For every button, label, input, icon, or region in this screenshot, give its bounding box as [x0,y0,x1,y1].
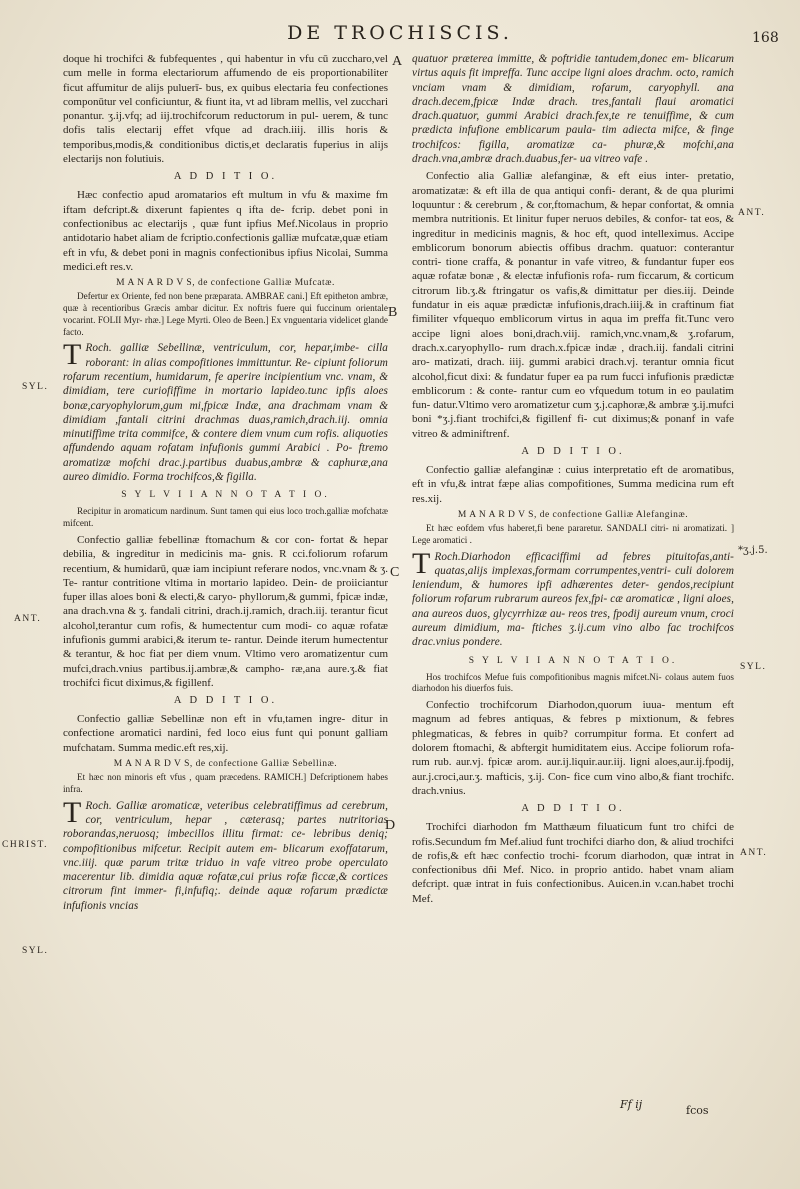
margin-label-syl-right: SYL. [740,662,767,672]
right-subheading-manardus: M A N A R D V S, de confectione Galliæ Alefanginæ. [457,509,689,520]
margin-label-syl: SYL. [22,382,49,392]
left-note-manardus-2: Et hæc non minoris eft vfus , quam præcedens. RAMICH.] Defcriptionem habes infra. [63,772,388,794]
left-heading-additio: A D D I T I O. [173,171,278,183]
right-note-manardus: Et hæc eofdem vfus haberet,fi bene pararetur. SANDALI citri- ni aromatizati. ] Lege aromatici . [412,522,734,545]
right-paragraph-1: quatuor præterea immitte, & poftridie tantudem,donec em- blicarum virtus aquis fit impreffa. Tunc accipe ligni aloes drachm. octo, ramich vnciam vnam & dimidiam, rofarum, caryophyll. ana drach.decem,fpicæ Indæ drach. tres,fantali flaui aromatici drach.quatuor, gummi Arabici drach.fex,te re tenuiffime, & cum prædicta infufione emblicarum paula- tim adiecta mifce, & finge trochifcos: figilla, aromatizæ ca- phuræ,& mofchi,ana drach.vna,ambræ drach.duabus,fer- ua vitreo vafe . [412,53,734,166]
left-note-manardus: Defertur ex Oriente, fed non bene præparata. AMBRAE cani.] Eft epitheton ambræ, quæ à recentioribus Græcis ambar dicitur. Ex noftris fuere qui fuccinum orientale vocarint. FOLII Myr- rhæ.] Lege Myrti. Oleo de Been.] Ex vnguentaria videlicet glande facto. [63,291,388,337]
left-heading-additio-2: A D D I T I O. [173,695,278,707]
page-number: 168 [752,30,779,46]
right-column [412,52,734,1097]
left-paragraph-troch-sebellinae-text: Roch. galliæ Sebellinæ, ventriculum, cor, hepar,imbe- cilla roborant: in alias compofitiones immittuntur. Re- cipiunt foliorum rofarum recentium, humidarum, fe aperire incipientium vnc. vnam, & dimidiam, tere curiofiffime in mortario lapideo.tunc ipfis aloes bonæ,caryophylorum,gum mi,fpicæ Indæ, ana drachmam vnam & dimidiam ,fantali citrini drachmas duas,ramich,drach.iij. omnia minutiffime trita commifce, & contere diem vnum cum rofis. aliquoties affundendo aquam rofatam infufionis gummi Arabici . Po- ftremo aromatizæ mofchi drac.j.partibus duabus,ambræ & caphuræ,ana aureo dimidio. Forma trochifcos,& figilla. [63,342,388,484]
margin-label-christ: CHRIST. [2,840,48,850]
left-paragraph-troch-aromaticae-text: Roch. Galliæ aromaticæ, veteribus celebratiffimus ad cerebrum, cor, ventriculum, hepar , cæterasq; partes nutritorias roborandas,neruosq; imbecillos illitu firmat: ce- lebribus deniq; compofitionibus mifcetur. Recipit autem em- blicarum exoffatarum, vnc.iiij. quæ parum tritæ triduo in vafe vitreo probe operculato macerentur lib. dimidia aquæ rofatæ,cui prius rofæ ficcæ,& cortices citrorum fint immer- fi,infufiq;. deinde aquæ rofarum prædictæ infufionis vncias [63,799,388,912]
left-paragraph-confectio-sebellinae: Confectio galliæ febellinæ ftomachum & cor con- fortat & hepar debilia, & ingreditur in medicinis ma- gnis. R cci.foliorum rofarum recentium, & humidarū, quæ iam incipiunt referare nodos, vnc.vnam & ʒ. Te- rantur contritione vltima in mortario lapideo. Dein- de proiiciantur fuper illas aloes boni & electi,& caryo- phyllorum,& gummi, fpicæ indæ, ana drach.vna & ʒ. fandali citrini, drach.ij.ramich, drach.iij. terantur ficut alcohol,terantur cum rofis, & humectentur cum modi- co aquæ rofatæ infufionis gummi arabici,& iterum te- rantur. Deinde iterum humectentur & terantur, & hoc fiat per diem vnum. Vltimo vero aromatizentur cum mufci,drach.vnius partibus.ij.ambræ,& campho- ræ,ana aure.ʒ.& fiat trochifci ficut diximus,& figillenf. [63,533,388,689]
left-note-sylvii: Recipitur in aromaticum nardinum. Sunt tamen qui eius loco troch.galliæ mofchatæ mifcent. [63,506,388,529]
margin-label-syl-2: SYL. [22,946,49,956]
section-letter-b: B [388,305,398,320]
drop-cap-t: T [63,338,82,372]
right-paragraph-additio-2: Trochifci diarhodon fm Matthæum filuaticum funt tro chifci de rofis.Secundum fm Mef.aliud funt trochifci diarho don, & aliud trochifci de rofis,& eft hæc confectio trochi- fcorum diarhodon, quæ intrat in confectionibus dñi Mef. Nico. in proprio antido. habet vnam aliam defcript. quæ intrat in fuis confectionibus. Auicen.in v.can.habet trochi Mef. [412,821,734,905]
margin-label-ant-right-2: ANT. [740,848,768,858]
left-subheading-manardus: M A N A R D V S, de confectione Galliæ Mufcatæ. [116,278,335,289]
section-letter-a: A [392,54,403,69]
right-paragraph-additio: Confectio galliæ alefanginæ : cuius interpretatio eft de aromatibus, eft in vfu,& intrat fæpe alias compofitiones, Summa medicina rum eft res.xij. [412,464,734,505]
left-paragraph-1: doque hi trochifci & fubfequentes , qui habentur in vfu cū zuccharo,vel cum melle in forma electariorum affumendo de eis proportionabiliter ficut affumitur de alijs puluerī- bus, ex quibus electaria feu confectiones componūtur vel conficiuntur, & fiunt ita, vt ad libram mellis, vel zucchari ponantur. ʒ.ij.vfq; ad iij.trochifcorum reductorum in pul- uerem, & tunc dofis talis electarij effet vfque ad drach.iiij. illis horis & temporibus,modis,& conditionibus dictis,et declaratis fuperius in alijs electarijs non folutiuis. [63,53,388,166]
right-paragraph-diarhodon [412,546,734,650]
right-paragraph-alefanginae: Confectio alia Galliæ alefanginæ, & eft eius inter- pretatio, aromatizatæ: & eft illa de qua antiqui confi- derant, & de qua plurimi loquuntur : & cerebrum , & cor,ftomachum, & hepar confortat, & omnia membra nutritionis. Et linitur fuper neruos debiles, & confor- tat eos, & ingreditur in medicinis magnis, & hoc eft, quod intelleximus. Accipe emblicorum bonorum abiectis offibus drachm. quatuor: conterantur contri- tione craffa, & ponantur in vafe vitreo, & fundantur fuper eos aquæ rofatæ bonæ , & electæ infufionis rofa- rum ficcarum, & corticum citrorum lib.ʒ.& ftringatur os vafis,& dimittatur per dies.iij. Deinde fundatur in eis aquæ prædictæ infufionis,drach.iiij.& in craftinum fiat fimiliter vfquequo emblicorum virtus in aqua im preffa fit.Tunc vero accipe ligni aloes boni,drach.viij. ramich,vnc.vnam,& ʒ.rofarum, drach.x.caryophyllo- rum drach.x.fpicæ indæ , drach.iij. fandali citrini aro- matizati, drach. iiij. gummi arabici drach.vj. terantur omnia ficut alcohol,ficut dixi: & fundatur fuper ea pa rum fucci infufionis prædictæ emblicorum : & conte- rantur cum eo vfquedum totum in eo paulatim fun- datur.Vltimo vero aromatizetur cum ʒ.j.caphoræ,& ambræ ʒ.ij.mufci boni *ʒ.j.fiant trochifci,& figillenf fi- cut diximus;& ponanf in vafe vitreo & adminiftrenf. [412,170,734,440]
margin-label-ant-right: ANT. [738,208,766,218]
catchword: fcos [686,1104,709,1117]
drop-cap-t-2: T [63,795,82,829]
right-heading-sylvii: S Y L V I I A N N O T A T I O. [468,655,678,666]
margin-note-mark: *ʒ.j.5. [738,545,768,556]
running-head-title: DE TROCHISCIS. [287,22,513,44]
right-heading-additio-2: A D D I T I O. [521,803,625,815]
drop-cap-t-3: T [412,546,431,580]
left-heading-sylvii: S Y L V I I A N N O T A T I O. [121,490,330,501]
section-letter-c: C [390,565,400,580]
right-note-sylvii: Hos trochifcos Mefue fuis compofitionibus magnis mifcet.Ni- colaus autem fuos diarhodon his diuerfos fuis. [412,671,734,694]
left-paragraph-troch-sebellinae [63,338,388,484]
left-paragraph-2: Hæc confectio apud aromatarios eft multum in vfu & maxime fm iftam defcript.& dixerunt fapientes q ifta de- fcrip. debet poni in confectionibus ac electarijs , quæ funt ipfius Mef.Nicolaus in proprio antidotario habet aliam de fcriptio.confectionis galliæ mufcatæ,quæ etiam eft in vfu, & debet poni in magnis confectionibus ipfius Nicolai, Summa medici.eft res.v. [63,189,388,273]
left-subheading-manardus-2: M A N A R D V S, de confectione Galliæ Sebellinæ. [113,759,338,770]
section-letter-d: D [385,818,396,833]
right-paragraph-diarhodon-text: Roch.Diarhodon efficaciffimi ad febres pituitofas,anti- quatas,alijs implexas,formam corrumpentes,ventri- culi dolorem leniendum, & humores ipfi adhærentes deter- gendos,recipiunt foliorum rofarum rubrarum aureos fex,fpi- cæ aromaticæ , ligni aloes, ana aureos duos, glycyrrhizæ au- reos tres, fpodij aureum vnum, croci aureum dimidium, ma- ftiches ʒ.ij.cum vino albo fac trochifcos drac.vnius pondere. [412,550,734,649]
left-paragraph-troch-aromaticae [63,795,388,913]
left-paragraph-additio-2: Confectio galliæ Sebellinæ non eft in vfu,tamen ingre- ditur in confectione aromatici nardini, fed loco eius funt qui ponunt galliam mufchatam. Summa medic.eft res,xij. [63,713,388,754]
right-heading-additio: A D D I T I O. [521,446,625,458]
left-column [63,52,388,1092]
signature-mark: Ff ij [620,1098,643,1111]
right-paragraph-confectio-diarhodon: Confectio trochifcorum Diarhodon,quorum iuua- mentum eft magnum ad febres antiquas, & febres p mixtionum, & febres phlegmaticas, & febres in quib? corrumpitur forma. Et confert ad dolorem ftomachi, & abftergit humiditatem eius. Accipe foliorum rofa- rum rub. aur.vj. fpicæ arom. aur.ij.liquir.aur.iij. ligni aloes,aur.ij.fpodij, aur.j.croci,aur.ʒ. mafticis, ʒ.ij. Con- fice cum vino albo,& fiant trochifc. drach.vnius. [412,699,734,797]
margin-label-ant: ANT. [14,614,42,624]
